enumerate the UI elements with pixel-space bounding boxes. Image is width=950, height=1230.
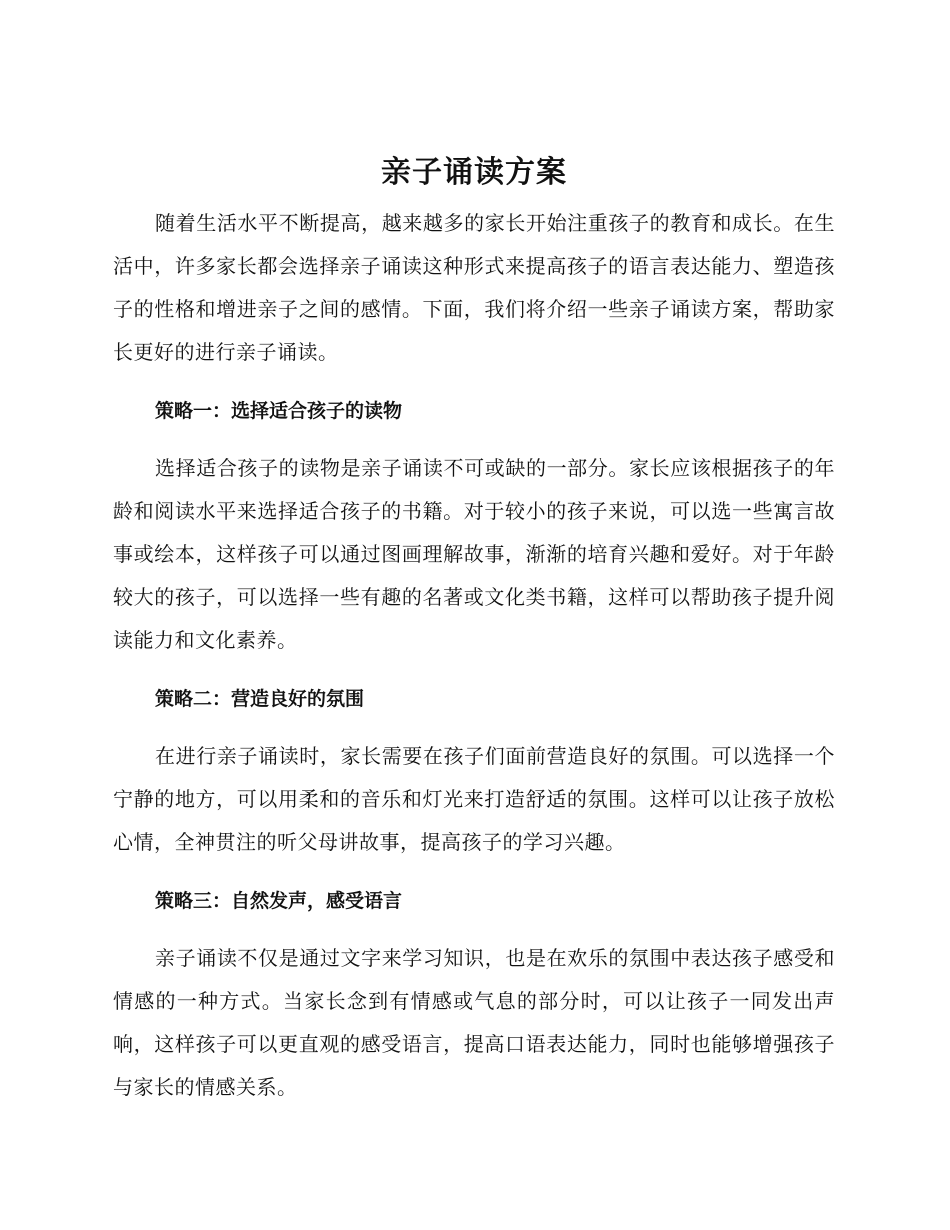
document-page — [113, 148, 835, 1109]
section-body-3: 亲子诵读不仅是通过文字来学习知识，也是在欢乐的氛围中表达孩子感受和情感的一种方式。当家长念到有情感或气息的部分时，可以让孩子一同发出声响，这样孩子可以更直观的感受语言，提高口语表达能力，同时也能够增强孩子与家长的情感关系。 — [113, 946, 835, 1099]
intro-paragraph: 随着生活水平不断提高，越来越多的家长开始注重孩子的教育和成长。在生活中，许多家长都会选择亲子诵读这种形式来提高孩子的语言表达能力、塑造孩子的性格和增进亲子之间的感情。下面，我们将介绍一些亲子诵读方案，帮助家长更好的进行亲子诵读。 — [113, 211, 835, 364]
section-heading-2: 策略二：营造良好的氛围 — [155, 688, 365, 710]
page-title: 亲子诵读方案 — [381, 155, 567, 190]
section-heading-3: 策略三：自然发声，感受语言 — [155, 890, 403, 912]
section-body-2: 在进行亲子诵读时，家长需要在孩子们面前营造良好的氛围。可以选择一个宁静的地方，可以用柔和的音乐和灯光来打造舒适的氛围。这样可以让孩子放松心情，全神贯注的听父母讲故事，提高孩子的学习兴趣。 — [113, 744, 835, 854]
section-heading-1: 策略一：选择适合孩子的读物 — [155, 400, 403, 422]
section-body-1: 选择适合孩子的读物是亲子诵读不可或缺的一部分。家长应该根据孩子的年龄和阅读水平来选择适合孩子的书籍。对于较小的孩子来说，可以选一些寓言故事或绘本，这样孩子可以通过图画理解故事，渐渐的培育兴趣和爱好。对于年龄较大的孩子，可以选择一些有趣的名著或文化类书籍，这样可以帮助孩子提升阅读能力和文化素养。 — [113, 456, 835, 652]
